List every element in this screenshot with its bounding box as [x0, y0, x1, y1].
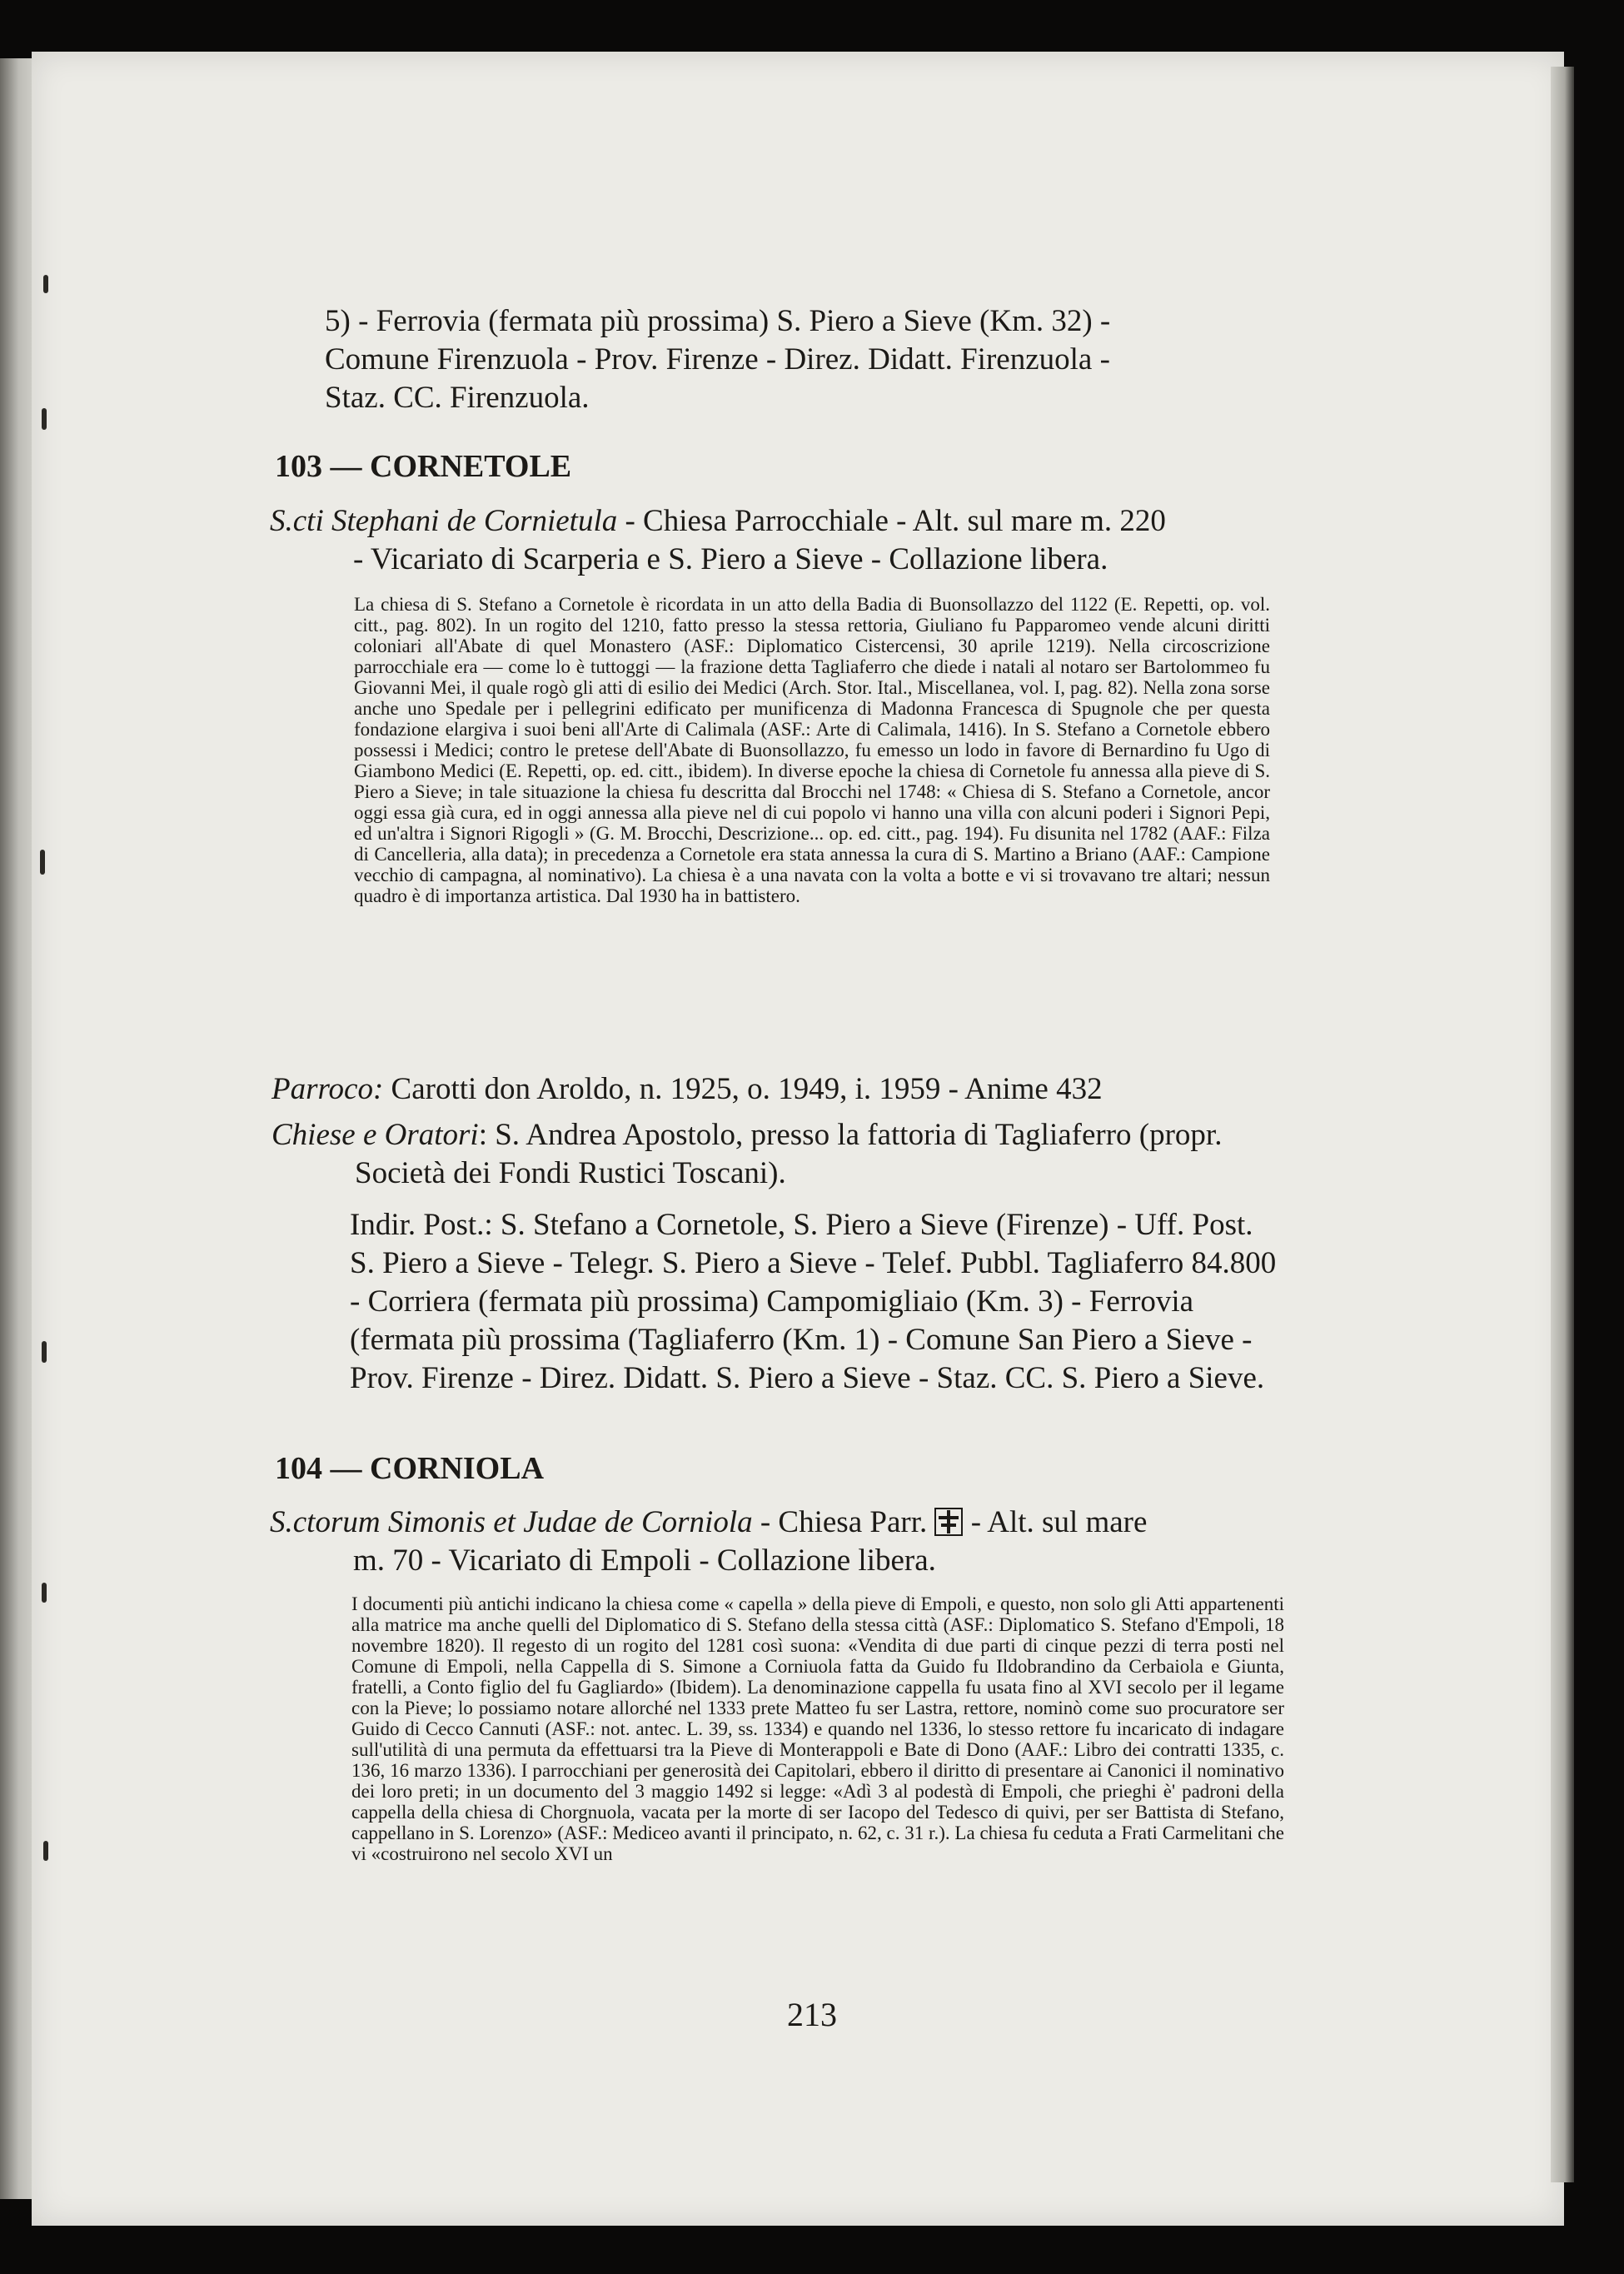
latin-title: S.cti Stephani de Cornietula: [270, 504, 618, 538]
entry-104-title: [270, 1504, 1303, 1580]
address-line: Staz. CC. Firenzuola.: [325, 381, 590, 415]
parroco-label: Parroco:: [271, 1072, 384, 1106]
patriarchal-cross-icon: [934, 1508, 963, 1536]
address-line: Comune Firenzuola - Prov. Firenze - Direz. Didatt. Firenzuola -: [325, 342, 1110, 377]
latin-title: S.ctorum Simonis et Judae de Corniola: [270, 1505, 753, 1539]
entry-103-parroco: [271, 1070, 1304, 1109]
entry-103-chiese: [271, 1116, 1313, 1193]
address-line: 5) - Ferrovia (fermata più prossima) S. Piero a Sieve (Km. 32) -: [325, 304, 1111, 338]
chiese-text: : S. Andrea Apostolo, presso la fattoria di Tagliaferro (propr. Società dei Fondi Rustici Toscani).: [355, 1118, 1223, 1190]
title-details-2: - Alt. sul mare: [963, 1505, 1148, 1539]
entry-heading-103: 103 — CORNETOLE: [275, 449, 572, 484]
entry-heading-104: 104 — CORNIOLA: [275, 1451, 545, 1486]
previous-entry-address: [325, 302, 1341, 417]
entry-103-title: [270, 502, 1294, 579]
chiese-label: Chiese e Oratori: [271, 1118, 479, 1152]
title-line-2: m. 70 - Vicariato di Empoli - Collazione libera.: [353, 1543, 936, 1578]
title-details: - Chiesa Parr.: [752, 1505, 935, 1539]
entry-104-history: I documenti più antichi indicano la chiesa come « capella » della pieve di Empoli, e questo, non solo gli Atti appartenenti alla matrice ma anche quelli del Diplomatico di S. Stefano della stessa città (ASF.: Diplomatico S. Stefano d'Empoli, 18 novembre 1820). Il regesto di un rogito del 1281 così suona: «Vendita di due parti di cinque pezzi di terra posti nel Comune di Empoli, nella Cappella di S. Simone a Corniuola fatta da Guido fu Ildobrandino da Cerbaiola e Giunta, fratelli, a Conto figlio del fu Gagliardo» (Ibidem). La denominazione cappella fu usata fino al XVI secolo per il legame con la Pieve; lo possiamo notare allorché nel 1333 prete Matteo fu ser Lastra, rettore, nominò come suo procuratore ser Guido di Cecco Cannuti (ASF.: not. antec. L. 39, ss. 1334) e quando nel 1336, lo stesso rettore fu incaricato di indagare sull'utilità di una permuta da effettuarsi tra la Pieve di Monterappoli e Bate di Dono (AAF.: Libro dei contratti 1335, c. 136, 16 marzo 1336). I parrocchiani per generosità dei Capitolari, ebbero il diritto di presentare ai Canonici il nominativo dei loro preti; in un documento del 3 maggio 1492 si legge: «Adì 3 al podestà di Empoli, che prieghi è' padroni della cappella della chiesa di Chorgnuola, vacata per la morte di ser Iacopo del Tedesco di quivi, per ser Battista di Stefano, cappellano in S. Lorenzo» (ASF.: Mediceo avanti il principato, n. 62, c. 31 r.). La chiesa fu ceduta a Frati Carmelitani che vi «costruirono nel secolo XVI un: [351, 1593, 1284, 1864]
parroco-text: Carotti don Aroldo, n. 1925, o. 1949, i. 1959 - Anime 432: [383, 1072, 1103, 1106]
title-line-2: - Vicariato di Scarperia e S. Piero a Sieve - Collazione libera.: [353, 542, 1108, 576]
right-page-edge: [1551, 67, 1574, 2182]
entry-103-history: La chiesa di S. Stefano a Cornetole è ricordata in un atto della Badia di Buonsollazzo del 1122 (E. Repetti, op. vol. citt., pag. 802). In un rogito del 1210, fatto presso la stessa rettoria, Giuliano fu Papparomeo vende alcuni diritti coloniari all'Abate di quel Monastero (ASF.: Diplomatico Cistercensi, 30 aprile 1219). Nella circoscrizione parrocchiale era — come lo è tuttoggi — la frazione detta Tagliaferro che diede i natali al notaro ser Bartolommeo fu Giovanni Mei, il quale rogò gli atti di esilio dei Medici (Arch. Stor. Ital., Miscellanea, vol. I, pag. 82). Nella zona sorse anche uno Spedale per i pellegrini edificato per munificenza di Madonna Francesca di Spugnole che per questa fondazione elargiva i suoi beni all'Arte di Calimala (ASF.: Arte di Calimala, 1416). In S. Stefano a Cornetole ebbero possessi i Medici; contro le pretese dell'Abate di Buonsollazzo, fu emesso un lodo in favore di Bernardino fu Ugo di Giambono Medici (E. Repetti, op. ed. citt., ibidem). In diverse epoche la chiesa di Cornetole fu annessa alla pieve di S. Piero a Sieve; in tale situazione la chiesa fu descritta dal Brocchi nel 1748: « Chiesa di S. Stefano a Cornetole, ancor oggi essa già cura, ed in oggi annessa alla pieve nel di cui popolo vi hanno una villa con alcuni poderi i Signori Pepi, ed un'altra i Signori Rigogli » (G. M. Brocchi, Descrizione... op. ed. citt., pag. 194). Fu disunita nel 1782 (AAF.: Filza di Cancelleria, alla data); in precedenza a Cornetole era stata annessa la cura di S. Martino a Briano (AAF.: Campione vecchio di campagna, al nominativo). La chiesa è a una navata con la volta a botte e vi si trovavano tre altari; nessun quadro è di importanza artistica. Dal 1930 ha in battistero.: [354, 594, 1270, 906]
entry-103-indirizzo: Indir. Post.: S. Stefano a Cornetole, S. Piero a Sieve (Firenze) - Uff. Post. S. Piero a Sieve - Telegr. S. Piero a Sieve - Telef. Pubbl. Tagliaferro 84.800 - Corriera (fermata più prossima) Campomigliaio (Km. 3) - Ferrovia (fermata più prossima (Tagliaferro (Km. 1) - Comune San Piero a Sieve - Prov. Firenze - Direz. Didatt. S. Piero a Sieve - Staz. CC. S. Piero a Sieve.: [350, 1208, 1277, 1395]
title-details: - Chiesa Parrocchiale - Alt. sul mare m. 220: [617, 504, 1166, 538]
page-number: 213: [787, 1996, 837, 2033]
